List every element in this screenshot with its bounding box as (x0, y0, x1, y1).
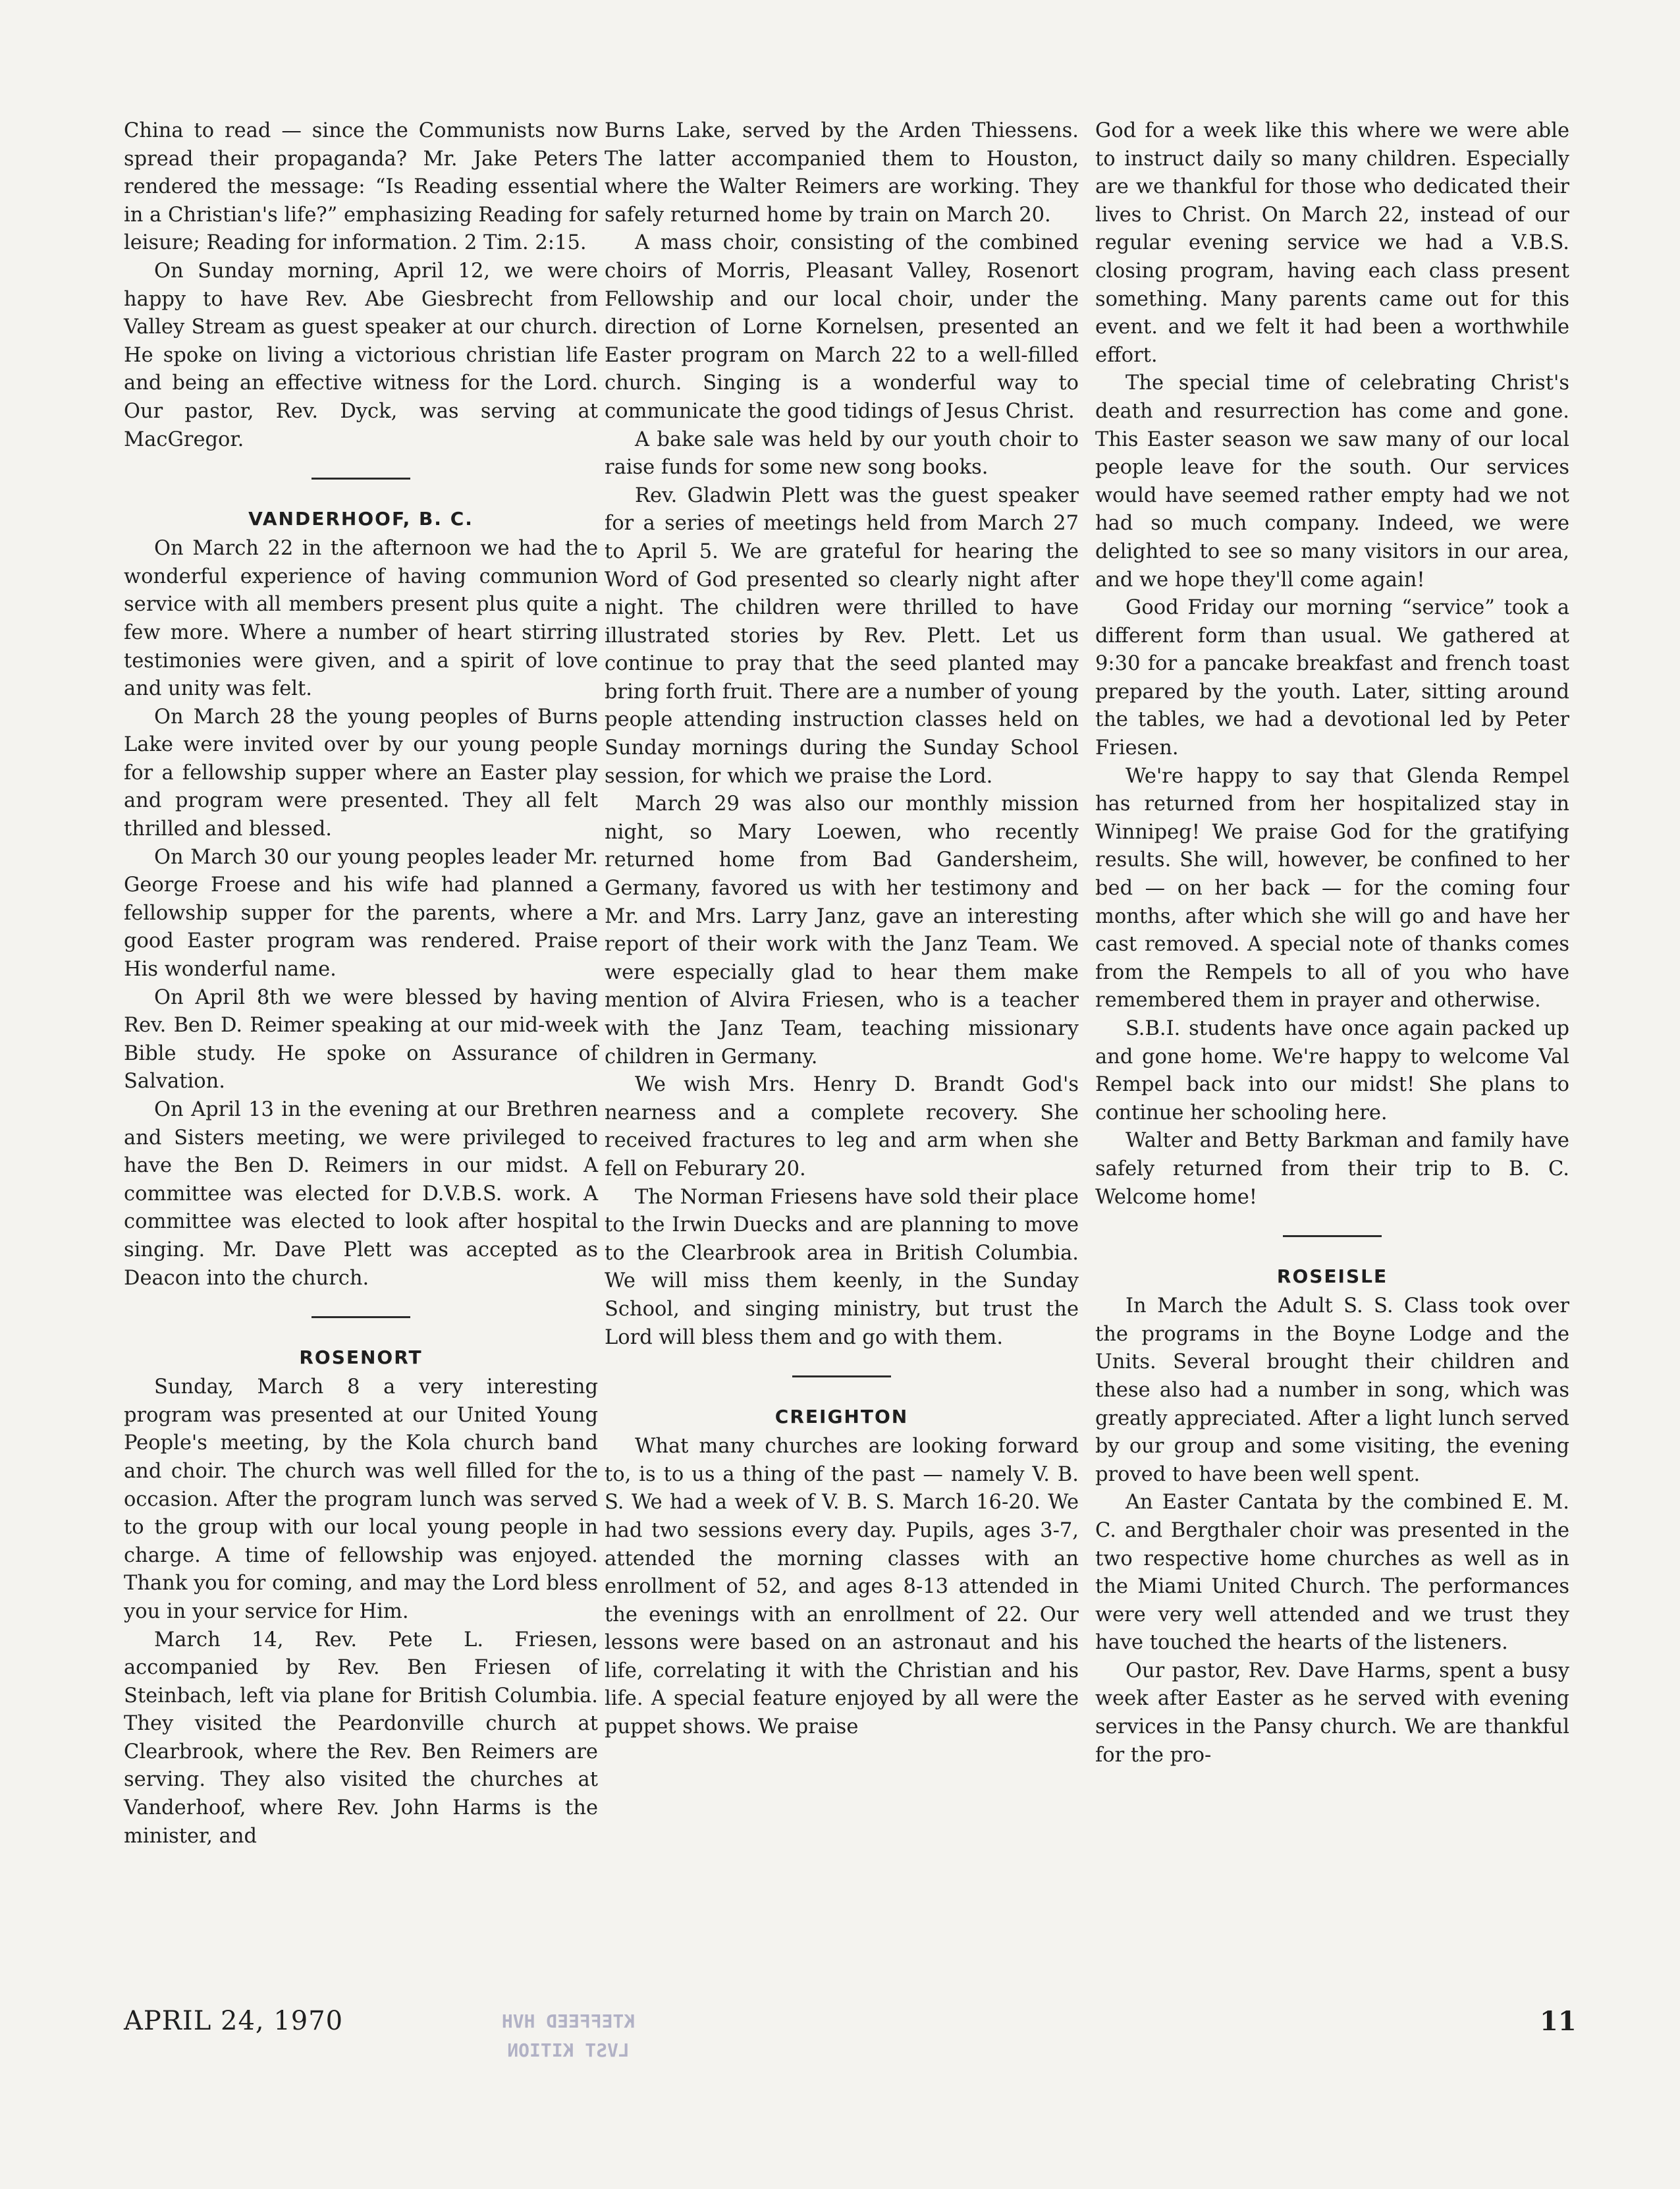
paragraph: The special time of celebrating Christ's death and resurrection has come and gone. This Easter season we saw many of our local people leave for the south. Our services would have seemed rather empty had we not had so much company. Indeed, we were delighted to see so many visitors in our area, and we hope they'll come again! (1095, 372, 1569, 592)
section-heading-creighton: CREIGHTON (774, 1406, 909, 1428)
paragraph: China to read — since the Communists now spread their propaganda? Mr. Jake Peters rendered the message: “Is Reading essential in a Christian's life?” emphasizing Reading for leisure; Reading for information. 2 Tim. 2:15. (124, 119, 598, 255)
paragraph: We wish Mrs. Henry D. Brandt God's nearness and a complete recovery. She received fractures to leg and arm when she fell on Feburary 20. (605, 1073, 1079, 1180)
paragraph: In March the Adult S. S. Class took over the programs in the Boyne Lodge and the Units. Several brought their children and these also had a number in song, which was greatly appreciated. After a light lunch served by our group and some visiting, the evening proved to have been well spent. (1095, 1294, 1569, 1486)
section-heading-rosenort: ROSENORT (299, 1346, 423, 1369)
paragraph: Our pastor, Rev. Dave Harms, spent a busy week after Easter as he served with evening services in the Pansy church. We are thankful for the pro- (1095, 1659, 1569, 1767)
section-divider (1283, 1235, 1382, 1237)
paragraph: On March 22 in the afternoon we had the wonderful experience of having communion service with all members present plus quite a few more. Where a number of heart stirring testimonies were given, and a spirit of love and unity was felt. (124, 537, 598, 701)
page-number: 11 (1540, 2006, 1577, 2037)
paragraph: Good Friday our morning “service” took a different form than usual. We gathered at 9:30 for a pancake breakfast and french toast prepared by the youth. Later, sitting around the tables, we had a devotional led by Peter Friesen. (1095, 596, 1569, 760)
issue-date: APRIL 24, 1970 (124, 2006, 344, 2036)
section-heading-roseisle: ROSEISLE (1276, 1265, 1388, 1288)
paragraph: The Norman Friesens have sold their place to the Irwin Duecks and are planning to move to the Clearbrook area in British Columbia. We will miss them keenly, in the Sunday School, and singing ministry, but trust the Lord will bless them and go with them. (605, 1185, 1079, 1349)
paragraph: Burns Lake, served by the Arden Thiessens. The latter accompanied them to Houston, where the Walter Reimers are working. They safely returned home by train on March 20. (605, 119, 1079, 227)
paragraph: We're happy to say that Glenda Rempel has returned from her hospitalized stay in Winnipeg! We praise God for the gratifying results. She will, however, be confined to her bed — on her back — for the coming four months, after which she will go and have her cast removed. A special note of thanks comes from the Rempels to all of you who have remembered them in prayer and otherwise. (1095, 764, 1569, 1012)
paragraph: On March 30 our young peoples leader Mr. George Froese and his wife had planned a fellowship supper for the parents, where a good Easter program was rendered. Praise His wonderful name. (124, 845, 598, 982)
paragraph: A mass choir, consisting of the combined choirs of Morris, Pleasant Valley, Rosenort Fellowship and our local choir, under the direction of Lorne Kornelsen, presented an Easter program on March 22 to a well-filled church. Singing is a wonderful way to communicate the good tidings of Jesus Christ. (605, 231, 1079, 423)
paragraph: On Sunday morning, April 12, we were happy to have Rev. Abe Giesbrecht from Valley Stream as guest speaker at our church. He spoke on living a victorious christian life and being an effective witness for the Lord. Our pastor, Rev. Dyck, was serving at MacGregor. (124, 259, 598, 451)
paragraph: On March 28 the young peoples of Burns Lake were invited over by our young people for a fellowship supper where an Easter play and program were presented. They all felt thrilled and blessed. (124, 705, 598, 841)
paragraph: On April 8th we were blessed by having Rev. Ben D. Reimer speaking at our mid-week Bible study. He spoke on Assurance of Salvation. (124, 985, 598, 1094)
paragraph: Sunday, March 8 a very interesting program was presented at our United Young People's meeting, by the Kola church band and choir. The church was well filled for the occasion. After the program lunch was served to the group with our local young people in charge. A time of fellowship was enjoyed. Thank you for coming, and may the Lord bless you in your service for Him. (124, 1375, 598, 1623)
paragraph: A bake sale was held by our youth choir to raise funds for some new song books. (605, 428, 1079, 480)
section-divider (312, 478, 410, 480)
column-1 (124, 117, 598, 1850)
paragraph: On April 13 in the evening at our Brethren and Sisters meeting, we were privileged to have the Ben D. Reimers in our midst. A committee was elected for D.V.B.S. work. A committee was elected to look after hospital singing. Mr. Dave Plett was accepted as Deacon into the church. (124, 1098, 598, 1290)
column-3 (1095, 117, 1569, 1769)
paragraph: S.B.I. students have once again packed up and gone home. We're happy to welcome Val Rempel back into our midst! She plans to continue her schooling here. (1095, 1017, 1569, 1124)
paragraph: Rev. Gladwin Plett was the guest speaker for a series of meetings held from March 27 to April 5. We are grateful for hearing the Word of God presented so clearly night after night. The children were thrilled to have illustrated stories by Rev. Plett. Let us continue to pray that the seed planted may bring forth fruit. There are a number of young people attending instruction classes held on Sunday mornings during the Sunday School session, for which we praise the Lord. (605, 484, 1079, 788)
column-2 (605, 117, 1079, 1742)
paragraph: What many churches are looking forward to, is to us a thing of the past — namely V. B. S. We had a week of V. B. S. March 16-20. We had two sessions every day. Pupils, ages 3-7, attended the morning classes with an enrollment of 52, and ages 8-13 attended in the evenings with an enrollment of 22. Our lessons were based on an astronaut and his life, correlating it with the Christian and his life. A special feature enjoyed by all were the puppet shows. We praise (605, 1435, 1079, 1739)
stamp-line: LVST KITION (507, 2039, 630, 2061)
mailing-stamp (466, 2003, 670, 2065)
paragraph: March 14, Rev. Pete L. Friesen, accompanied by Rev. Ben Friesen of Steinbach, left via plane for British Columbia. They visited the Peardonville church at Clearbrook, where the Rev. Ben Reimers are serving. They also visited the churches at Vanderhoof, where Rev. John Harms is the minister, and (124, 1628, 598, 1848)
paragraph: March 29 was also our monthly mission night, so Mary Loewen, who recently returned home from Bad Gandersheim, Germany, favored us with her testimony and Mr. and Mrs. Larry Janz, gave an interesting report of their work with the Janz Team. We were especially glad to hear them make mention of Alvira Friesen, who is a teacher with the Janz Team, teaching missionary children in Germany. (605, 792, 1079, 1068)
section-divider (312, 1316, 410, 1318)
paragraph: An Easter Cantata by the combined E. M. C. and Bergthaler choir was presented in the two respective home churches as well as in the Miami United Church. The performances were very well attended and we trust they have touched the hearts of the listeners. (1095, 1491, 1569, 1655)
stamp-line: KTEFFEED HVH (501, 2010, 636, 2032)
paragraph: Walter and Betty Barkman and family have safely returned from their trip to B. C. Welcome home! (1095, 1129, 1569, 1209)
section-divider (792, 1375, 891, 1377)
paragraph: God for a week like this where we were able to instruct daily so many children. Especially are we thankful for those who dedicated their lives to Christ. On March 22, instead of our regular evening service we had a V.B.S. closing program, having each class present something. Many parents came out for this event. and we felt it had been a worthwhile effort. (1095, 119, 1569, 367)
section-heading-vanderhoof: VANDERHOOF, B. C. (248, 508, 474, 530)
